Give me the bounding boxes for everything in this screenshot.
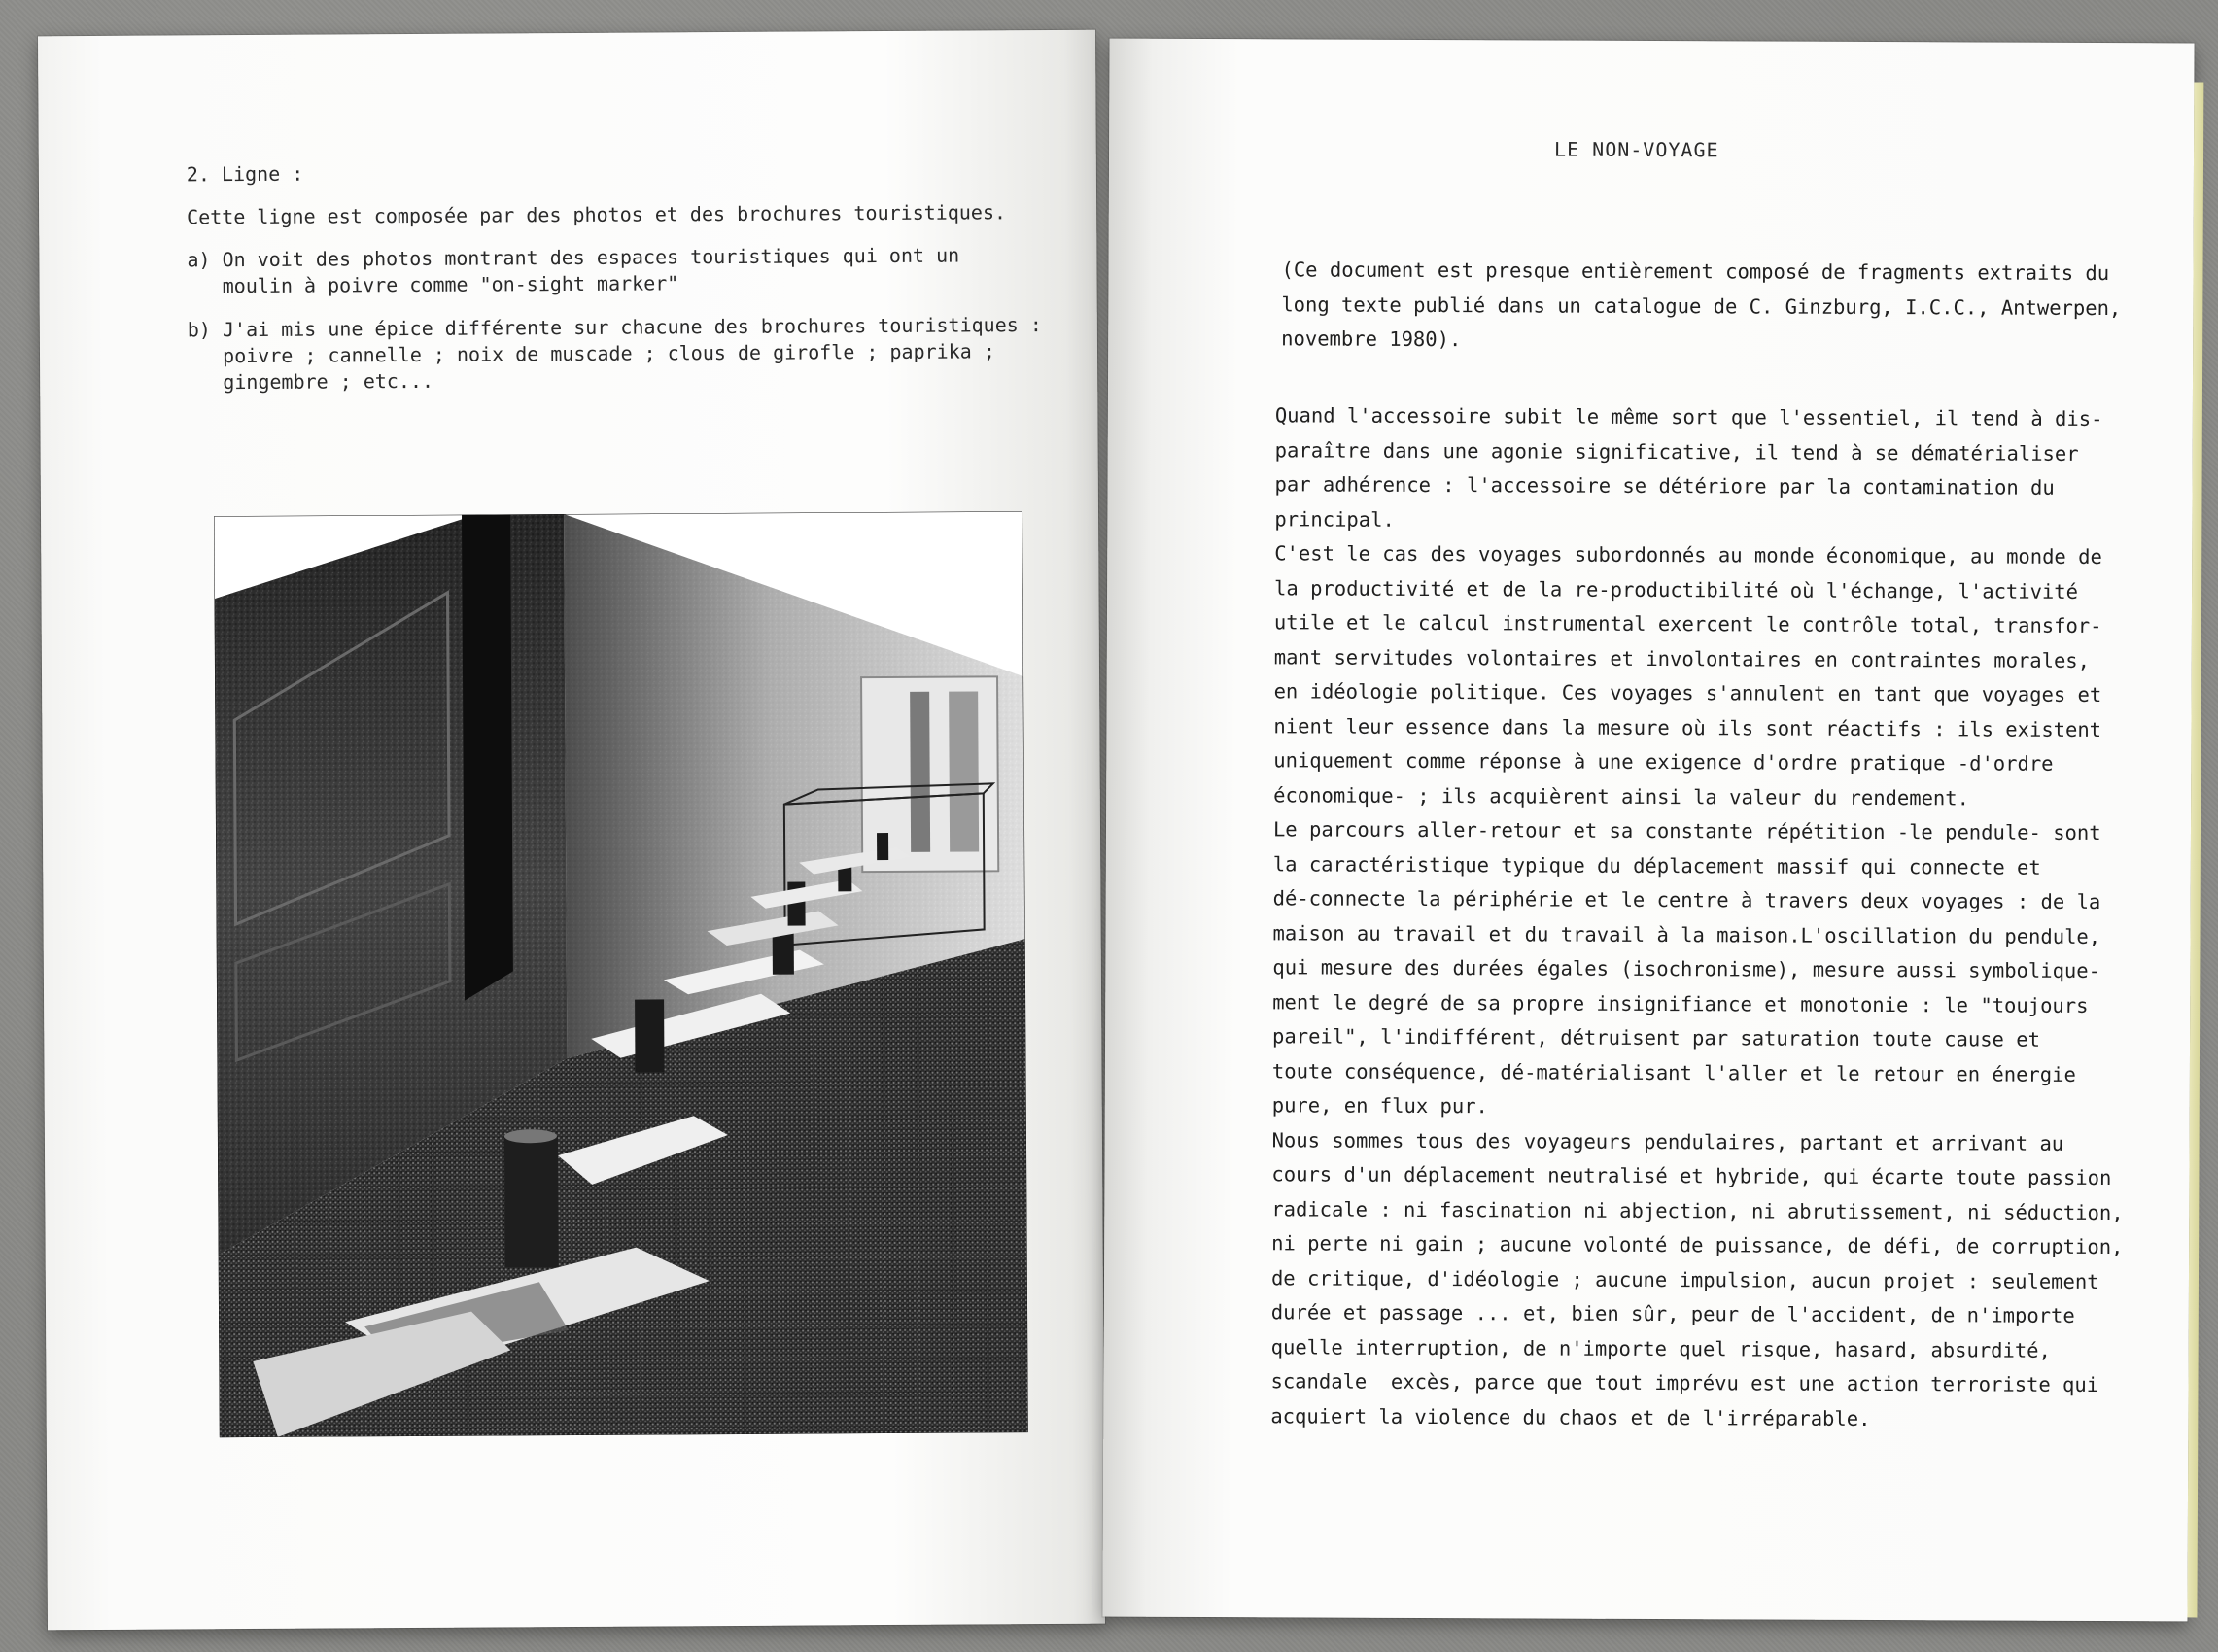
list-item-a: a) On voit des photos montrant des espaces touristiques qui ont un moulin à poivre comme "on-sight marker" (187, 243, 960, 298)
page-title: LE NON-VOYAGE (1554, 137, 1719, 162)
exhibition-photo (214, 511, 1028, 1437)
intro-paragraph: Cette ligne est composée par des photos et des brochures touristiques. (187, 200, 1007, 229)
list-item-b: b) J'ai mis une épice différente sur chacune des brochures touristiques : poivre ; cannelle ; noix de muscade ; clous de girofle ; paprika ; gingembre ; etc... (187, 313, 1042, 395)
main-text: Quand l'accessoire subit le même sort que l'essentiel, il tend à dis- paraître dans une agonie significative, il tend à se dématérialiser par adhérence : l'accessoire se détériore par la contamination du principal. C'est le cas des voyages subordonnés au monde économique, au monde de la productivité et de la re-productibilité où l'échange, l'activité utile et le calcul instrumental exercent le contrôle total, transfor- mant servitudes volontaires et involontaires en contraintes morales, en idéologie politique. Ces voyages s'annulent en tant que voyages et nient leur essence dans la mesure où ils sont réactifs : ils existent uniquement comme réponse à une exigence d'ordre pratique -d'ordre économique- ; ils acquièrent ainsi la valeur du rendement. Le parcours aller-retour et sa constante répétition -le pendule- sont la caractéristique typique du déplacement massif qui connecte et dé-connecte la périphérie et le centre à travers deux voyages : de la maison au travail et du travail à la maison.L'oscillation du pendule, qui mesure des durées égales (isochronisme), mesure aussi symbolique- ment le degré de sa propre insignifiance et monotonie : le "toujours pareil", l'indifférent, détruisent par saturation toute cause et toute conséquence, dé-matérialisant l'aller et le retour en énergie pure, en flux pur. Nous sommes tous des voyageurs pendulaires, partant et arrivant au cours d'un déplacement neutralisé et hybride, qui écarte toute passion radicale : ni fascination ni abjection, ni abrutissement, ni séduction, ni perte ni gain ; aucune volonté de puissance, de défi, de corruption, de critique, d'idéologie ; aucune impulsion, aucun projet : seulement durée et passage ... et, bien sûr, peur de l'accident, de n'importe quelle interruption, de n'importe quel risque, hasard, absurdité, scandale excès, parce que tout imprévu est une action terroriste qui acquiert la violence du chaos et de l'irréparable. (1270, 403, 2124, 1430)
right-page (1102, 39, 2194, 1622)
section-heading: 2. Ligne : (186, 161, 304, 187)
left-page (38, 30, 1105, 1631)
photo-image (214, 511, 1028, 1437)
source-note: (Ce document est presque entièrement composé de fragments extraits du long texte publié dans un catalogue de C. Ginzburg, I.C.C., Antwerpen, novembre 1980). (1281, 258, 2122, 352)
